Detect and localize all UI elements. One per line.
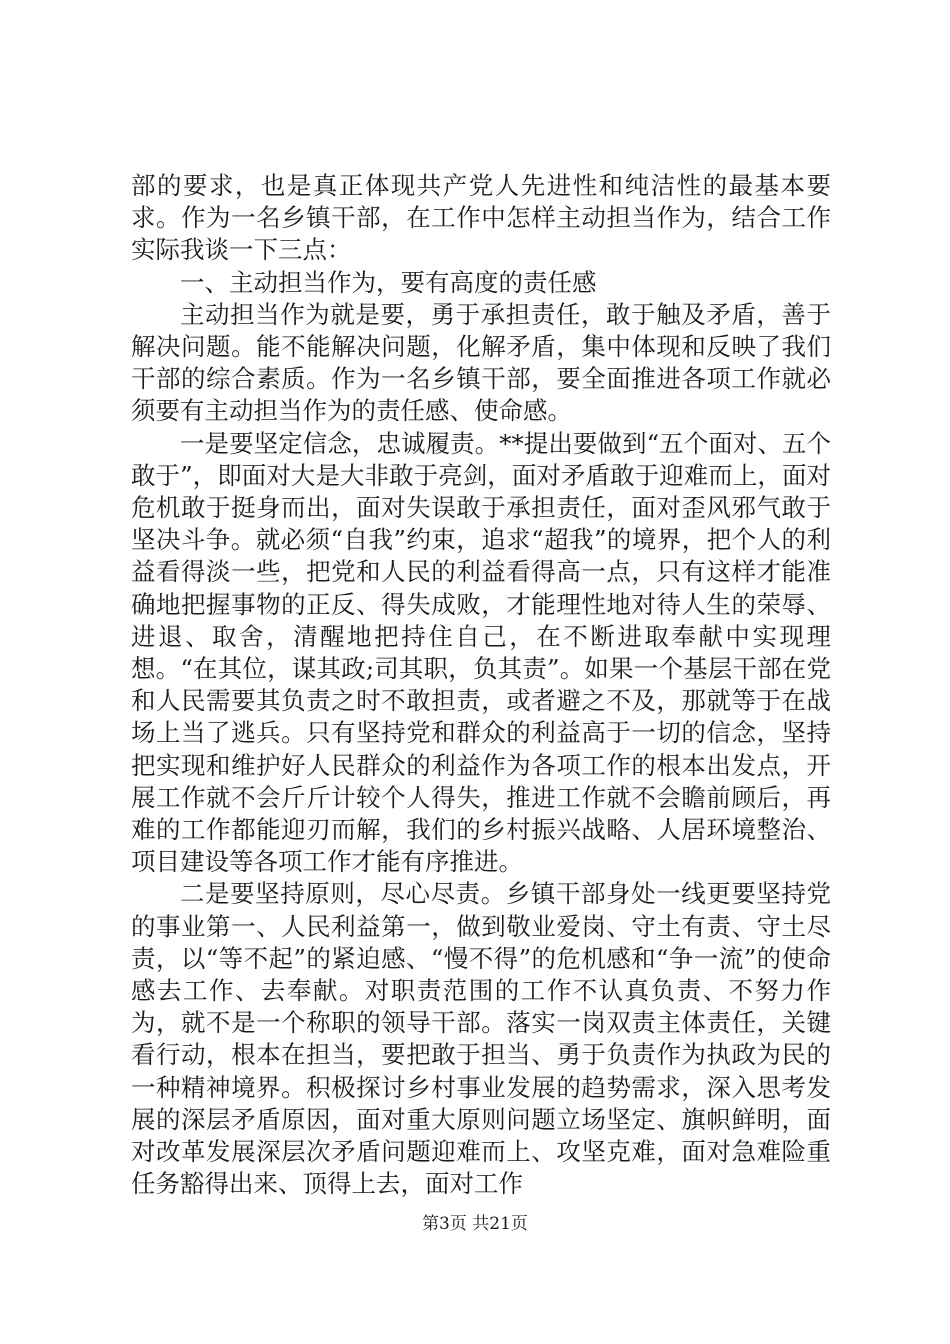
page-number-footer: 第3页 共21页 [422, 1214, 528, 1234]
paragraph: 二是要坚持原则，尽心尽责。乡镇干部身处一线更要坚持党的事业第一、人民利益第一，做到敬业爱岗、守土有责、守土尽责，以“等不起”的紧迫感、“慢不得”的危机感和“争一流”的使命感去工作、去奉献。对职责范围的工作不认真负责、不努力作为，就不是一个称职的领导干部。落实一岗双责主体责任，关键看行动，根本在担当，要把敢于担当、勇于负责作为执政为民的一种精神境界。积极探讨乡村事业发展的趋势需求，深入思考发展的深层矛盾原因，面对重大原则问题立场坚定、旗帜鲜明，面对改革发展深层次矛盾问题迎难而上、攻坚克难，面对急难险重任务豁得出来、顶得上去，面对工作 [131, 879, 831, 1199]
section-heading: 一、主动担当作为，要有高度的责任感 [180, 267, 597, 297]
paragraph: 一是要坚定信念，忠诚履责。**提出要做到“五个面对、五个敢于”，即面对大是大非敢于亮剑，面对矛盾敢于迎难而上，面对危机敢于挺身而出，面对失误敢于承担责任，面对歪风邪气敢于坚决斗争。就必须“自我”约束，追求“超我”的境界，把个人的利益看得淡一些，把党和人民的利益看得高一点，只有这样才能准确地把握事物的正反、得失成败，才能理性地对待人生的荣辱、进退、取舍，清醒地把持住自己，在不断进取奉献中实现理想。“在其位，谋其政;司其职，负其责”。如果一个基层干部在党和人民需要其负责之时不敢担责，或者避之不及，那就等于在战场上当了逃兵。只有坚持党和群众的利益高于一切的信念，坚持把实现和维护好人民群众的利益作为各项工作的根本出发点，开展工作就不会斤斤计较个人得失，推进工作就不会瞻前顾后，再难的工作都能迎刃而解，我们的乡村振兴战略、人居环境整治、项目建设等各项工作才能有序推进。 [131, 428, 831, 877]
paragraph: 主动担当作为就是要，勇于承担责任，敢于触及矛盾，善于解决问题。能不能解决问题，化解矛盾，集中体现和反映了我们干部的综合素质。作为一名乡镇干部，要全面推进各项工作就必须要有主动担当作为的责任感、使命感。 [131, 299, 831, 426]
paragraph-continuation: 部的要求，也是真正体现共产党人先进性和纯洁性的最基本要求。作为一名乡镇干部，在工作中怎样主动担当作为，结合工作实际我谈一下三点： [131, 171, 831, 265]
document-body [131, 170, 831, 1201]
